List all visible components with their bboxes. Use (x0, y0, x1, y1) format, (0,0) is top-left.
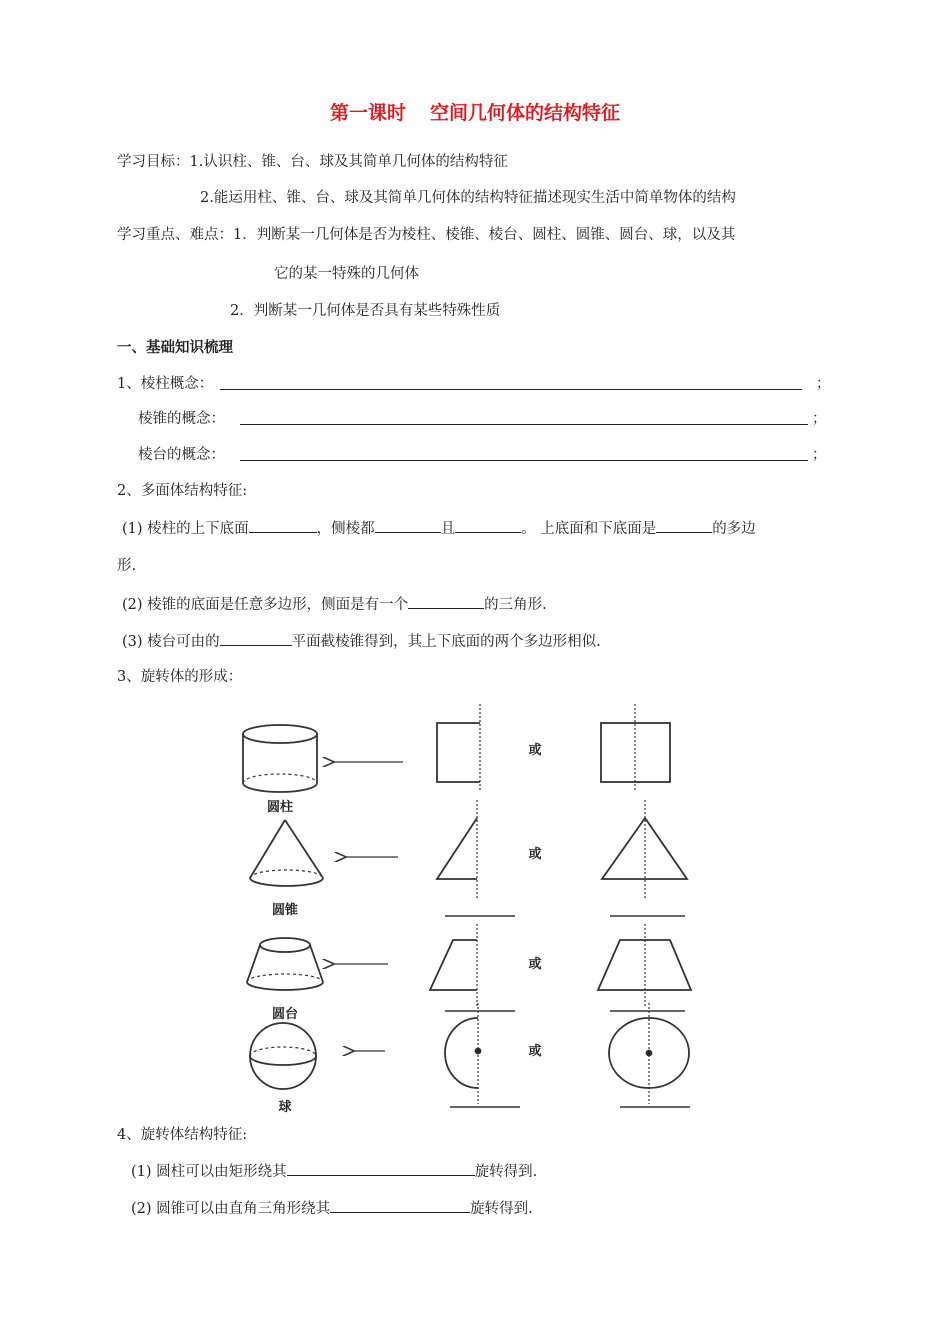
objective-2: 2.能运用柱、锥、台、球及其简单几何体的结构特征描述现实生活中简单物体的结构 (200, 190, 736, 206)
section1-heading: 一、基础知识梳理 (117, 340, 233, 356)
q2-blank-1[interactable] (249, 518, 317, 533)
label-cylinder: 圆柱 (266, 800, 294, 815)
rect-full (601, 704, 670, 792)
q1-pyramid-label: 棱锥的概念： (138, 411, 225, 427)
page-title (0, 98, 950, 125)
keypoint-1-line2: 它的某一特殊的几何体 (274, 266, 419, 282)
q1-prism-label: 1、棱柱概念： (117, 376, 214, 392)
q2-p1 (122, 518, 756, 539)
label-cone: 圆锥 (271, 903, 299, 918)
title-part1: 第一课时 (329, 102, 406, 124)
q2-p1-c: 且 (440, 521, 456, 537)
q2-p3-b: 平面截棱锥得到，其上下底面的两个多边形相似. (291, 634, 601, 650)
q2-blank-2[interactable] (375, 518, 441, 533)
label-sphere: 球 (278, 1100, 292, 1115)
q2-p3 (122, 631, 601, 652)
or-row3: 或 (528, 957, 542, 972)
q4-p2-b: 旋转得到. (470, 1201, 533, 1217)
q2-p1-cont: 形. (117, 558, 137, 574)
label-frustum: 圆台 (271, 1007, 299, 1022)
cylinder-solid (243, 725, 317, 792)
keypoints-label: 学习重点、难点： (117, 227, 233, 243)
q1-prism-end: ； (816, 376, 831, 392)
rotation-figure (225, 700, 715, 1120)
q4-heading: 4、旋转体结构特征: (117, 1127, 248, 1143)
q2-p2 (122, 594, 547, 615)
objective-1: 1.认识柱、锥、台、球及其简单几何体的结构特征 (189, 154, 508, 170)
q2-p3-a: (3) 棱台可由的 (122, 634, 220, 650)
q2-p1-e: 的多边 (712, 521, 756, 537)
q2-p1-b: ，侧棱都 (316, 521, 375, 537)
q4-blank-1[interactable] (287, 1161, 475, 1176)
objectives-line1 (117, 152, 508, 172)
q4-p2 (131, 1198, 533, 1219)
sphere-solid (250, 1023, 316, 1089)
q1-pyramid-end: ； (812, 411, 827, 427)
q2-blank-3[interactable] (455, 518, 521, 533)
trapezoid-half (430, 924, 515, 1011)
keypoint-2: 2．判断某一几何体是否具有某些特殊性质 (230, 303, 501, 319)
q4-p2-a: (2) 圆锥可以由直角三角形绕其 (131, 1201, 331, 1217)
objectives-label: 学习目标： (117, 154, 190, 170)
or-row2: 或 (528, 847, 542, 862)
q1-frustum-label: 棱台的概念： (138, 447, 225, 463)
frustum-solid (247, 938, 323, 990)
or-row4: 或 (528, 1044, 542, 1059)
q1-pyramid-blank[interactable] (240, 424, 808, 425)
q4-p1-a: (1) 圆柱可以由矩形绕其 (131, 1164, 287, 1180)
q2-p2-b: 的三角形. (484, 597, 547, 613)
triangle-full (602, 800, 687, 916)
circle-full (609, 1003, 690, 1107)
q2-p1-a: (1) 棱柱的上下底面 (122, 521, 249, 537)
keypoints-line1 (117, 225, 735, 245)
trapezoid-full (598, 924, 691, 1011)
q1-prism-blank[interactable] (220, 389, 802, 390)
q1-frustum-blank[interactable] (240, 460, 808, 461)
q4-p1-b: 旋转得到. (474, 1164, 538, 1180)
q2-p2-a: (2) 棱锥的底面是任意多边形，侧面是有一个 (122, 597, 409, 613)
q4-blank-2[interactable] (330, 1198, 470, 1213)
q2-p1-d: 。 上底面和下底面是 (521, 521, 657, 537)
q4-p1 (131, 1161, 537, 1182)
cone-solid (250, 820, 323, 886)
keypoint-1-line1: 1．判断某一几何体是否为棱柱、棱锥、棱台、圆柱、圆锥、圆台、球，以及其 (233, 227, 736, 243)
q2-blank-6[interactable] (220, 631, 292, 646)
rect-half (437, 704, 480, 792)
semicircle-half (445, 1003, 520, 1107)
q2-blank-5[interactable] (408, 594, 484, 609)
q1-frustum-end: ； (812, 447, 827, 463)
q2-heading: 2、多面体结构特征: (117, 483, 248, 499)
q2-blank-4[interactable] (656, 518, 712, 533)
triangle-half (437, 800, 515, 916)
title-part2: 空间几何体的结构特征 (430, 102, 621, 124)
q3-heading: 3、旋转体的形成： (117, 669, 243, 685)
or-row1: 或 (528, 743, 542, 758)
